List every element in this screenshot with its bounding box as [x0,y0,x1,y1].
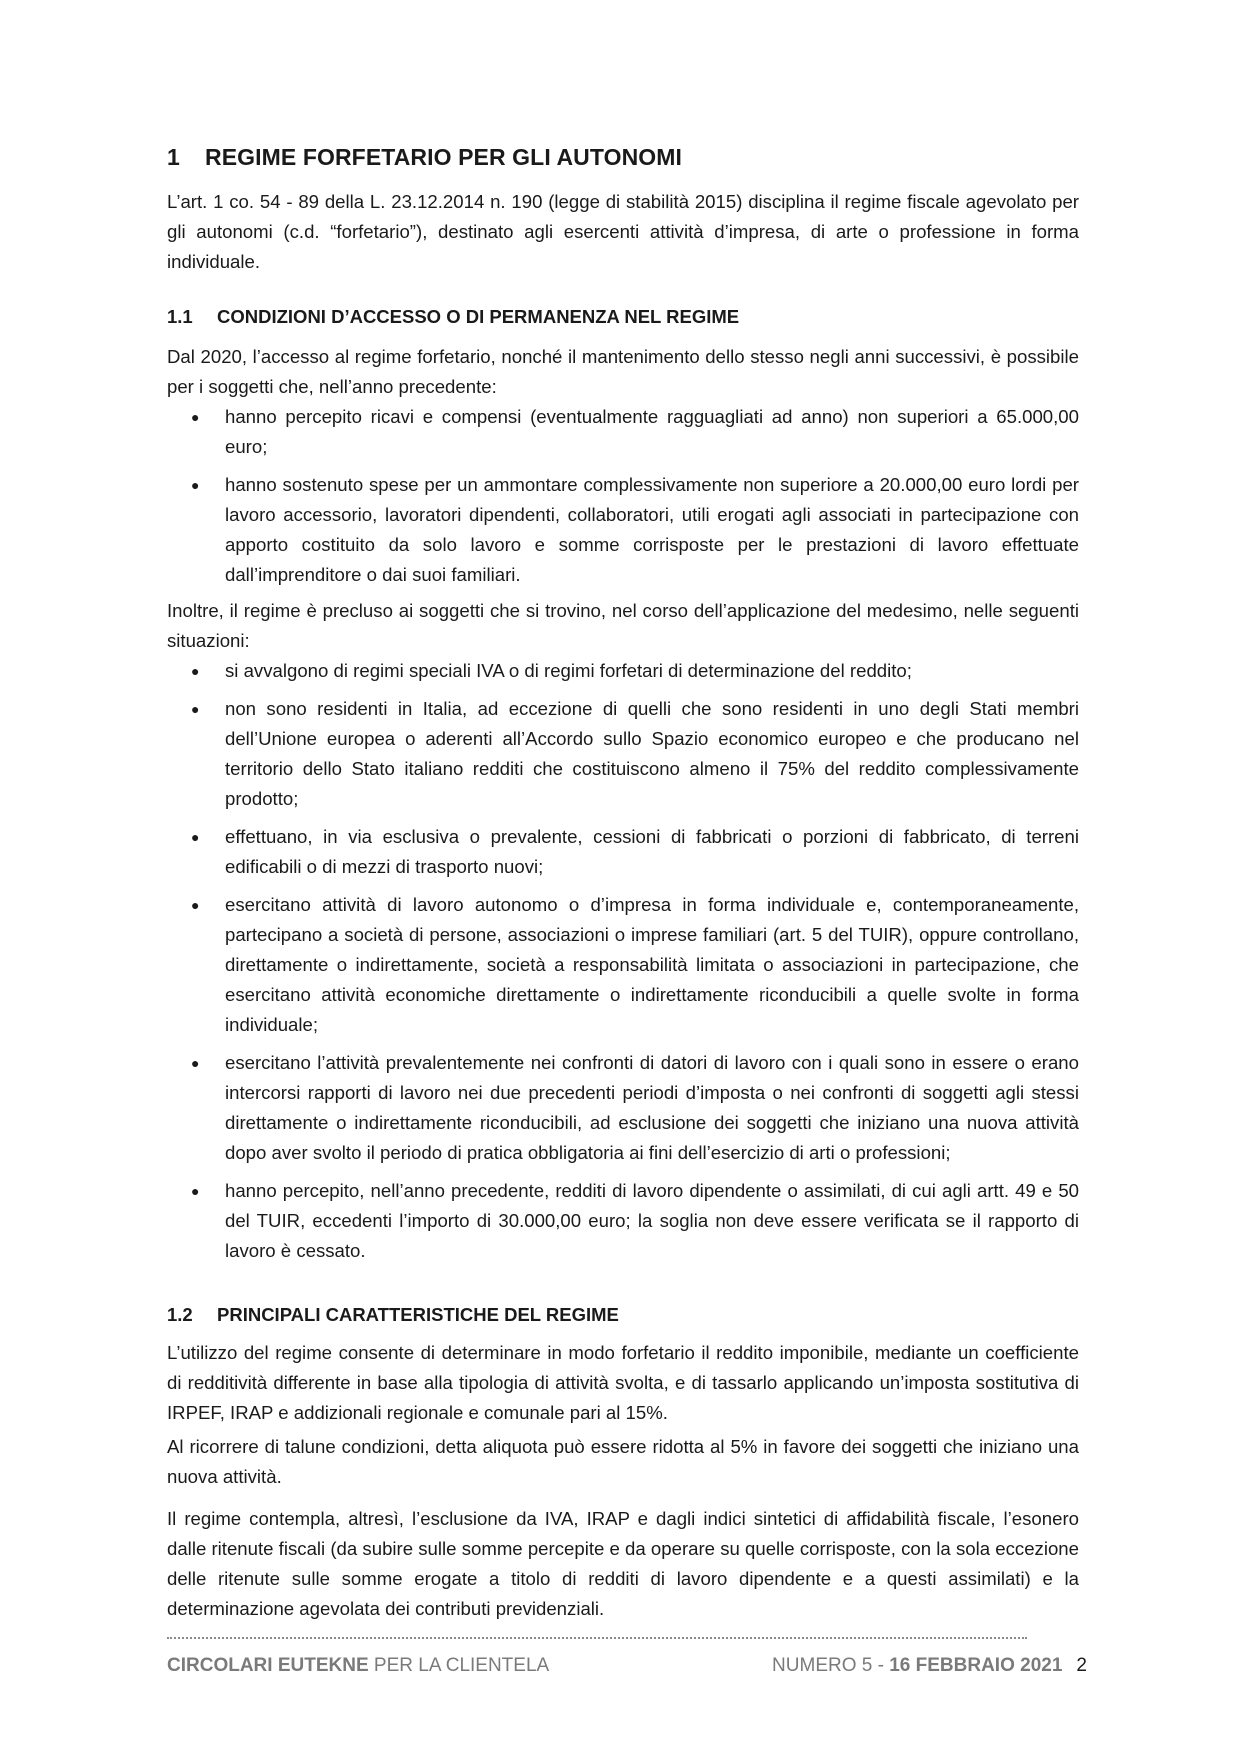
bullet-icon: ● [191,829,200,845]
bullet-icon: ● [191,701,200,717]
section-1-1-body [167,342,1079,590]
list-item: ● esercitano attività di lavoro autonomo o d’impresa in forma individuale e, contemporaneamente, partecipano a società di persone, associazioni o imprese familiari (art. 5 del TUIR), oppure controllano, direttamente o indirettamente, società a responsabilità limitata o associazioni in partecipazione, che esercitano attività economiche direttamente o indirettamente riconducibili a quelle svolte in forma individuale; [167,890,1079,1040]
section-1-1-exclusions [167,596,1079,1266]
bullet-icon: ● [191,663,200,679]
section-1-heading [167,144,682,171]
section-1-intro-block [167,187,1079,277]
bullet-icon: ● [191,897,200,913]
features-paragraph-2: Al ricorrere di talune condizioni, detta aliquota può essere ridotta al 5% in favore dei soggetti che iniziano una nuova attività. [167,1436,1079,1487]
list-item: ● hanno sostenuto spese per un ammontare complessivamente non superiore a 20.000,00 euro lordi per lavoro accessorio, lavoratori dipendenti, collaboratori, utili erogati agli associati in partecipazione con apporto costituito da solo lavoro e somme corrisposte per le prestazioni di lavoro effettuate dall’imprenditore o dai suoi familiari. [167,470,1079,590]
exclusions-list [167,656,1079,1266]
section-number: 1.2 [167,1304,193,1325]
bullet-icon: ● [191,409,200,425]
list-item: ● si avvalgono di regimi speciali IVA o di regimi forfetari di determinazione del reddito; [167,656,1079,686]
footer-brand: CIRCOLARI EUTEKNE [167,1655,369,1676]
section-1-2-body [167,1338,1079,1624]
section-1-2-heading-block [167,1304,1079,1326]
section-title: CONDIZIONI D’ACCESSO O DI PERMANENZA NEL REGIME [217,306,740,327]
access-paragraph: Dal 2020, l’accesso al regime forfetario, nonché il mantenimento dello stesso negli anni successivi, è possibile per i soggetti che, nell’anno precedente: [167,346,1079,397]
bullet-icon: ● [191,1183,200,1199]
footer-issue-info [772,1655,1087,1677]
list-item: ● effettuano, in via esclusiva o prevalente, cessioni di fabbricati o porzioni di fabbricato, di terreni edificabili o di mezzi di trasporto nuovi; [167,822,1079,882]
list-item: ● hanno percepito ricavi e compensi (eventualmente ragguagliati ad anno) non superiori a 65.000,00 euro; [167,402,1079,462]
footer-issue: NUMERO 5 - [772,1655,890,1676]
features-paragraph-3: Il regime contempla, altresì, l’esclusione da IVA, IRAP e dagli indici sintetici di affidabilità fiscale, l’esonero dalle ritenute fiscali (da subire sulle somme percepite e da operare su quelle corrisposte, con la sola eccezione delle ritenute sulle somme erogate a titolo di redditi di lavoro dipendente e a questi assimilati) e la determinazione agevolata dei contributi previdenziali. [167,1508,1079,1619]
list-item: ● hanno percepito, nell’anno precedente, redditi di lavoro dipendente o assimilati, di cui agli artt. 49 e 50 del TUIR, eccedenti l’importo di 30.000,00 euro; la soglia non deve essere verificata se il rapporto di lavoro è cessato. [167,1176,1079,1266]
footer-date: 16 FEBBRAIO 2021 [889,1655,1063,1676]
exclusions-paragraph: Inoltre, il regime è precluso ai soggetti che si trovino, nel corso dell’applicazione del medesimo, nelle seguenti situazioni: [167,600,1079,651]
section-1-2-heading [167,1304,1079,1326]
footer-divider [167,1637,1027,1639]
access-conditions-list [167,402,1079,590]
bullet-icon: ● [191,477,200,493]
footer-tagline: PER LA CLIENTELA [368,1655,550,1676]
page-number: 2 [1076,1655,1087,1676]
footer-publication [167,1655,549,1676]
list-item: ● non sono residenti in Italia, ad eccezione di quelli che sono residenti in uno degli Stati membri dell’Unione europea o aderenti all’Accordo sullo Spazio economico europeo e che producano nel territorio dello Stato italiano redditi che costituiscono almeno il 75% del reddito complessivamente prodotto; [167,694,1079,814]
bullet-icon: ● [191,1055,200,1071]
page-footer [167,1655,1087,1677]
list-item: ● esercitano l’attività prevalentemente nei confronti di datori di lavoro con i quali sono in essere o erano intercorsi rapporti di lavoro nei due precedenti periodi d’imposta o nei confronti di soggetti agli stessi direttamente o indirettamente riconducibili, ad esclusione dei soggetti che iniziano una nuova attività dopo aver svolto il periodo di pratica obbligatoria ai fini dell’esercizio di arti o professioni; [167,1048,1079,1168]
features-paragraph-1: L’utilizzo del regime consente di determinare in modo forfetario il reddito imponibile, mediante un coefficiente di redditività differente in base alla tipologia di attività svolta, e di tassarlo applicando un’imposta sostitutiva di IRPEF, IRAP e addizionali regionale e comunale pari al 15%. [167,1342,1079,1423]
section-number: 1 [167,144,180,170]
section-number: 1.1 [167,306,193,327]
section-1-1-heading-block [167,306,1079,328]
section-1-1-heading [167,306,1079,328]
section-title: PRINCIPALI CARATTERISTICHE DEL REGIME [217,1304,619,1325]
intro-paragraph: L’art. 1 co. 54 - 89 della L. 23.12.2014 n. 190 (legge di stabilità 2015) disciplina il regime fiscale agevolato per gli autonomi (c.d. “forfetario”), destinato agli esercenti attività d’impresa, di arte o professione in forma individuale. [167,191,1079,272]
section-title: REGIME FORFETARIO PER GLI AUTONOMI [205,144,683,170]
